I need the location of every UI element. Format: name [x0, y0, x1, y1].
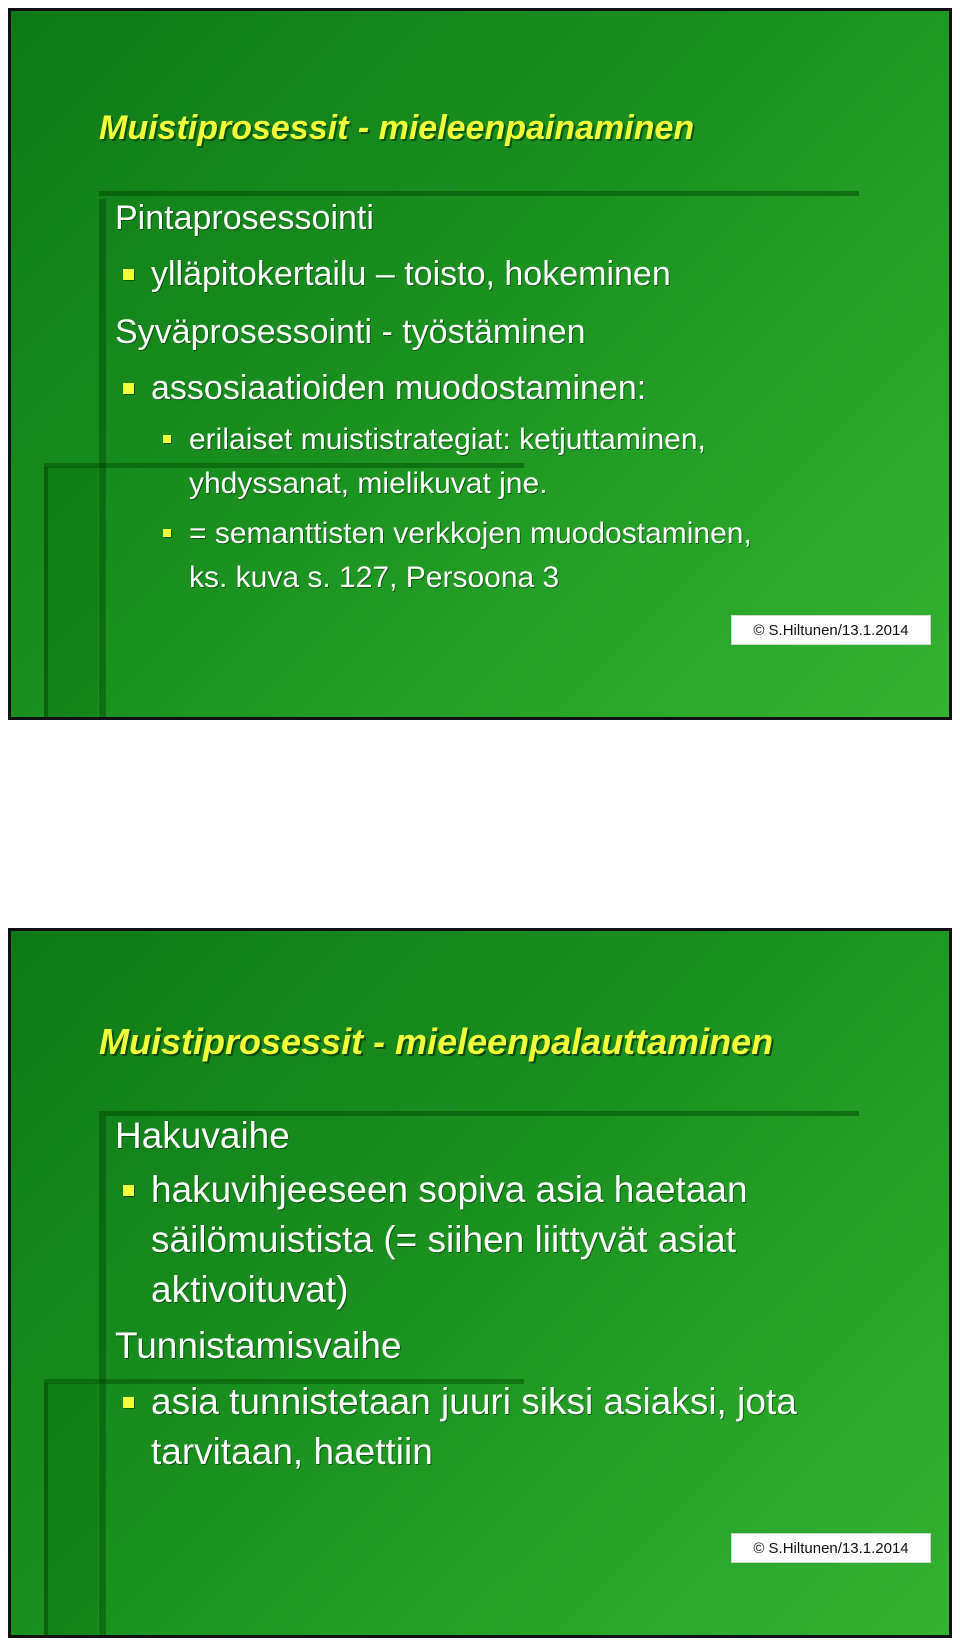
square-bullet-icon — [123, 1185, 134, 1196]
square-bullet-icon — [123, 1397, 134, 1408]
bullet-item-cont: tarvitaan, haettiin — [151, 1431, 433, 1472]
bullet-item-cont: aktivoituvat) — [151, 1269, 349, 1310]
heading-pintaprosessointi: Pintaprosessointi — [115, 199, 374, 237]
sub-bullet-item: erilaiset muististrategiat: ketjuttaminen, — [189, 423, 706, 456]
bullet-item: ylläpitokertailu – toisto, hokeminen — [151, 255, 671, 293]
sub-bullet-item: = semanttisten verkkojen muodostaminen, — [189, 517, 752, 550]
copyright-footer: © S.Hiltunen/13.1.2014 — [731, 615, 931, 645]
decor-side-panel — [44, 467, 98, 720]
sub-bullet-item-cont: yhdyssanat, mielikuvat jne. — [189, 467, 548, 500]
square-bullet-icon — [123, 383, 134, 394]
decor-vertical-bar — [99, 199, 106, 720]
bullet-item: assosiaatioiden muodostaminen: — [151, 369, 647, 407]
square-bullet-icon — [123, 269, 134, 280]
heading-syvaprosessointi: Syväprosessointi - työstäminen — [115, 313, 586, 351]
sub-bullet-item-cont: ks. kuva s. 127, Persoona 3 — [189, 561, 560, 594]
slide-title: Muistiprosessit - mieleenpalauttaminen — [99, 1021, 774, 1062]
square-bullet-small-icon — [163, 529, 171, 537]
heading-hakuvaihe: Hakuvaihe — [115, 1115, 290, 1156]
bullet-item-cont: säilömuistista (= siihen liittyvät asiat — [151, 1219, 737, 1260]
copyright-footer: © S.Hiltunen/13.1.2014 — [731, 1533, 931, 1563]
heading-tunnistamisvaihe: Tunnistamisvaihe — [115, 1325, 402, 1366]
decor-horizontal-bar — [99, 191, 859, 196]
decor-side-panel — [44, 1383, 98, 1638]
slide-2 — [8, 928, 952, 1638]
slide-title: Muistiprosessit - mieleenpainaminen — [99, 109, 695, 147]
bullet-item: hakuvihjeeseen sopiva asia haetaan — [151, 1169, 748, 1210]
slide-1 — [8, 8, 952, 720]
bullet-item: asia tunnistetaan juuri siksi asiaksi, jota — [151, 1381, 797, 1422]
square-bullet-small-icon — [163, 435, 171, 443]
decor-vertical-bar — [99, 1116, 106, 1638]
